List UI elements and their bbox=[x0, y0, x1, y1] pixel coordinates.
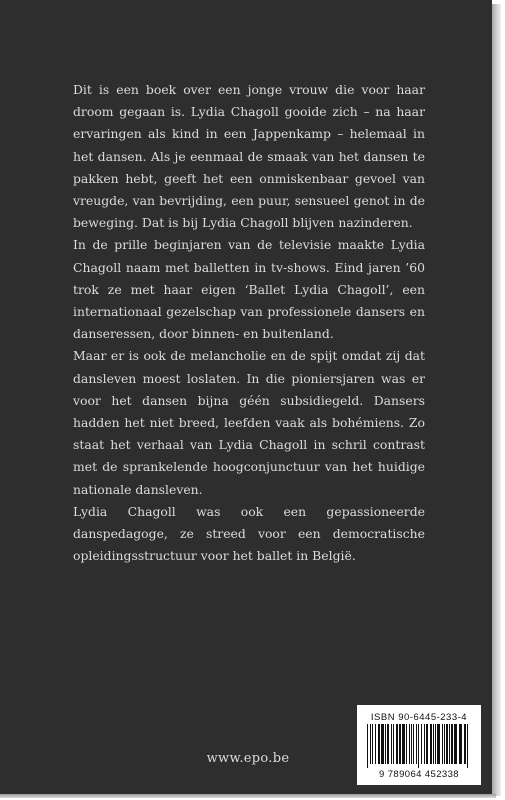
barcode-bar bbox=[409, 724, 410, 764]
barcode-bar bbox=[411, 724, 412, 764]
page-edge-bottom bbox=[0, 794, 496, 798]
barcode-bar bbox=[421, 724, 422, 764]
barcode-bar bbox=[406, 724, 407, 764]
barcode-icon bbox=[365, 724, 473, 768]
barcode-bar bbox=[459, 724, 462, 764]
barcode-bar bbox=[387, 724, 389, 764]
cover-blurb bbox=[73, 79, 425, 567]
barcode-bar bbox=[464, 724, 466, 764]
barcode-bar bbox=[430, 724, 432, 764]
barcode-bar bbox=[396, 724, 398, 764]
barcode-bar bbox=[418, 724, 419, 768]
barcode-bar bbox=[391, 724, 392, 764]
barcode-bar bbox=[451, 724, 453, 764]
isbn-barcode-label bbox=[357, 705, 481, 785]
barcode-bar bbox=[367, 724, 368, 768]
blurb-paragraph-3: Maar er is ook de melancholie en de spijt omdat zij dat dansleven moest loslaten. In die pioniersjaren was er voor het dansen bijna géén subsidiegeld. Dansers hadden het niet breed, leefden vaak als bohémiens. Zo staat het verhaal van Lydia Chagoll in schril contrast met de sprankelende hoogconjunctuur van het huidige nationale dansleven. bbox=[73, 348, 425, 497]
barcode-bar bbox=[435, 724, 436, 764]
page-edge-right bbox=[492, 4, 501, 796]
barcode-bar bbox=[454, 724, 457, 764]
barcode-bar bbox=[393, 724, 394, 764]
barcode-bar bbox=[385, 724, 386, 764]
barcode-digits: 9 789064 452338 bbox=[379, 769, 459, 780]
blurb-paragraph-1: Dit is een boek over een jonge vrouw die voor haar droom gegaan is. Lydia Chagoll gooide zich – na haar ervaringen als kind in een Jappenkamp – helemaal in het dansen. Als je eenmaal de smaak van het dansen te pakken hebt, geeft het een onmiskenbaar gevoel van vreugde, van bevrijding, een puur, sensueel genot in de beweging. Dat is bij Lydia Chagoll blijven nazinderen. bbox=[73, 82, 425, 231]
barcode-bar bbox=[416, 724, 417, 764]
barcode-bar bbox=[370, 724, 371, 764]
barcode-bar bbox=[449, 724, 450, 764]
barcode-bar bbox=[433, 724, 434, 764]
barcode-bar bbox=[399, 724, 401, 764]
barcode-bar bbox=[378, 724, 380, 764]
barcode-bar bbox=[426, 724, 428, 764]
barcode-bar bbox=[444, 724, 445, 764]
blurb-paragraph-2: In de prille beginjaren van de televisie maakte Lydia Chagoll naam met balletten in tv-shows. Eind jaren ’60 trok ze met haar eigen ‘Ballet Lydia Chagoll’, een internationaal gezelschap van professionele dansers en danseressen, door binnen- en buitenland. bbox=[73, 237, 425, 342]
barcode-bar bbox=[375, 724, 376, 764]
barcode-bar bbox=[446, 724, 448, 764]
barcode-bar bbox=[467, 724, 468, 768]
publisher-website: www.epo.be bbox=[206, 751, 290, 766]
barcode-bar bbox=[413, 724, 414, 764]
barcode-bar bbox=[402, 724, 405, 764]
barcode-bar bbox=[381, 724, 384, 764]
isbn-number: ISBN 90-6445-233-4 bbox=[370, 712, 468, 723]
barcode-bar bbox=[442, 724, 443, 764]
barcode-bar bbox=[424, 724, 425, 764]
blurb-paragraph-4: Lydia Chagoll was ook een gepassioneerde danspedagoge, ze streed voor een democratische opleidingsstructuur voor het ballet in België. bbox=[73, 503, 425, 564]
barcode-bar bbox=[437, 724, 440, 764]
barcode-bar bbox=[372, 724, 373, 764]
